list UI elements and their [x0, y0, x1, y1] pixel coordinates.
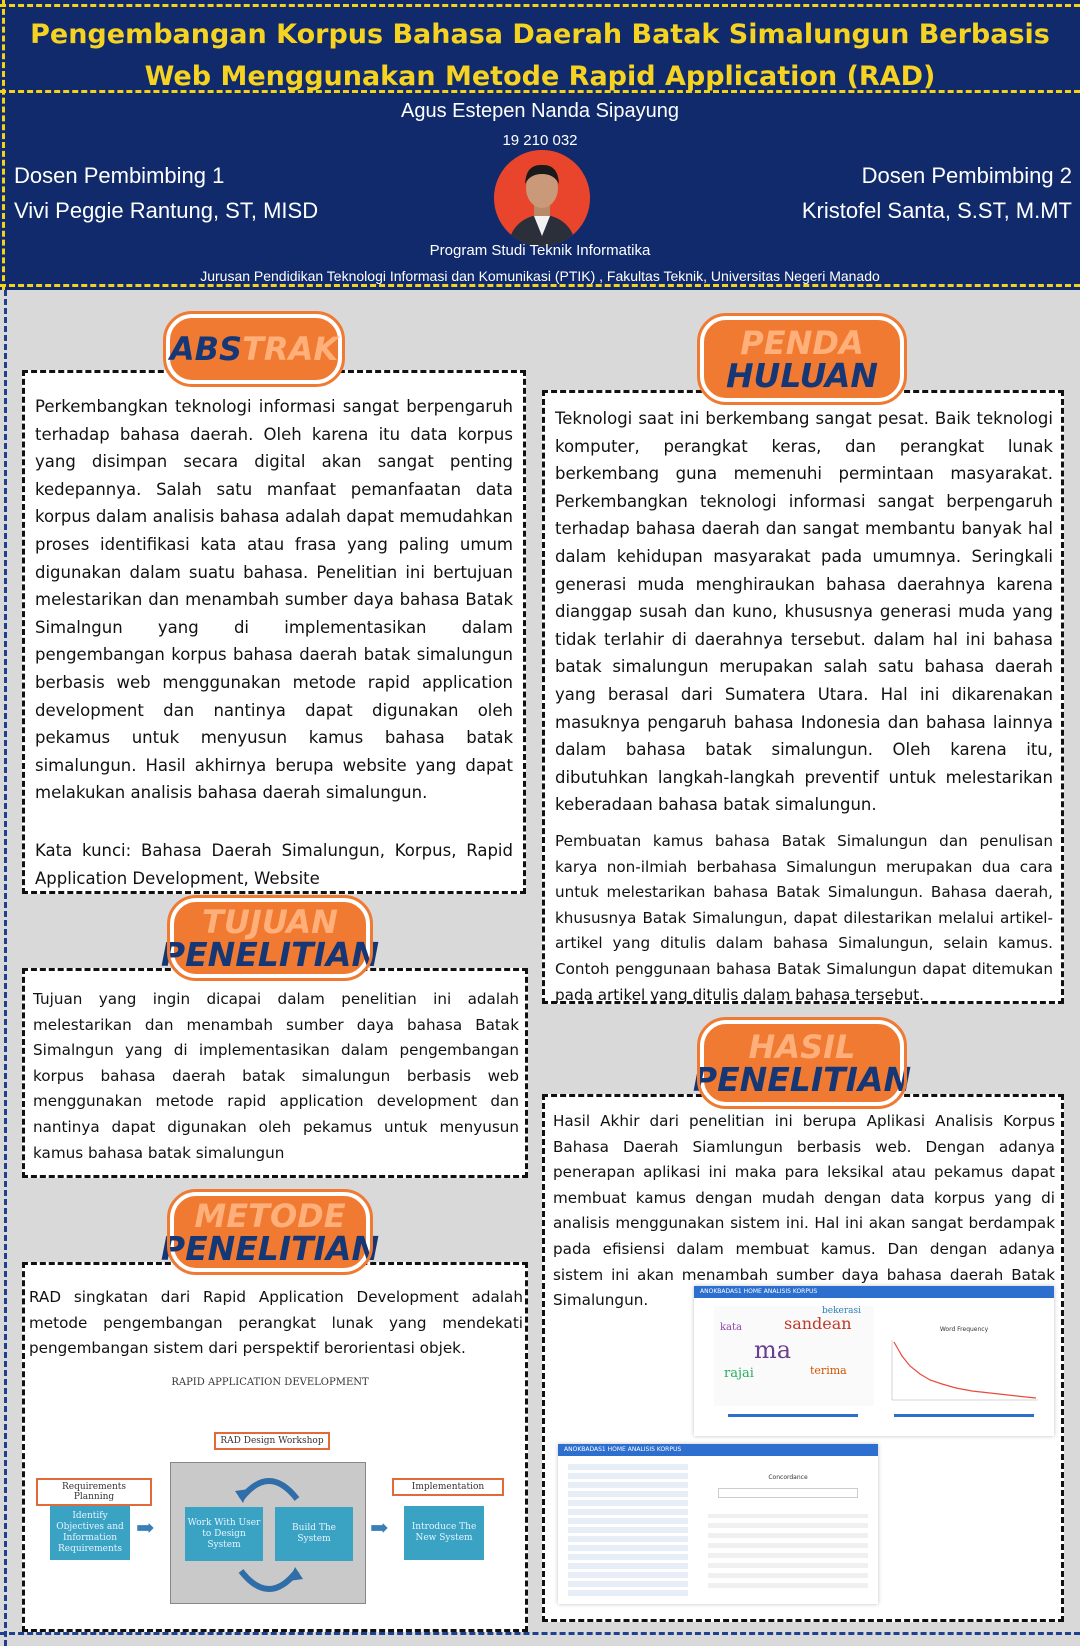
word-cloud-word: terima	[810, 1364, 847, 1377]
identify-objectives-step: Identify Objectives and Information Requirements	[50, 1506, 130, 1560]
build-system-step: Build The System	[275, 1507, 353, 1561]
word-cloud	[714, 1306, 874, 1406]
results-text: Hasil Akhir dari penelitian ini berupa Aplikasi Analisis Korpus Bahasa Daerah Siamlungun berbasis web. Dengan adanya penerapan aplikasi ini maka para leksikal atau pekamus dapat membuat kamus dengan mudah dengan data korpus yang di analisis menggunakan sistem ini. Hal ini akan sangat berdampak pada efisiensi dalam membuat kamus. Dan dengan adanya sistem ini akan menambah sumber daya bahasa daerah Batak Simalungun.	[553, 1112, 1055, 1310]
introduction-box	[542, 390, 1064, 1004]
app-screenshot-analysis	[694, 1286, 1054, 1436]
arrow-right-icon: ➡	[136, 1516, 155, 1541]
header-top-border	[0, 4, 1080, 7]
introduction-text-1: Teknologi saat ini berkembang sangat pesat. Baik teknologi komputer, perangkat keras, dan perangkat lunak berkembang guna memenuhi permintaan masyarakat. Perkembangkan teknologi informasi sangat berpengaruh terhadap bahasa daerah dan sangat membantu banyak hal dalam kehidupan masyarakat pada umumnya. Seringkali generasi muda menghiraukan bahasa daerahnya karena dianggap susah dan kuno, khususnya generasi muda yang tidak terlahir di daerahnya tersebut. dalam hal ini bahasa batak simalungun merupakan salah satu bahasa daerah yang berasal dari Sumatera Utara. Hal ini dikarenakan masuknya pengaruh bahasa Indonesia dan bahasa lainnya dalam bahasa batak simalungun. Oleh karena itu, dibutuhkan langkah-langkah preventif untuk melestarikan keberadaan bahasa batak simalungun.	[555, 409, 1053, 815]
department: Jurusan Pendidikan Teknologi Informasi dan Komunikasi (PTIK) , Fakultas Teknik, Universitas Negeri Manado	[200, 268, 880, 284]
cycle-arrow-bottom-icon	[233, 1567, 305, 1601]
author-photo	[494, 150, 590, 246]
implementation-label: Implementation	[392, 1478, 504, 1496]
author-name: Agus Estepen Nanda Sipayung	[401, 100, 679, 122]
word-cloud-word: rajai	[724, 1366, 754, 1381]
cycle-arrow-top-icon	[233, 1469, 305, 1503]
concordance-table	[708, 1514, 868, 1588]
design-system-step: Work With User to Design System	[185, 1507, 263, 1561]
supervisor-1	[14, 158, 318, 228]
introduction-heading-line1: PENDA	[740, 323, 864, 362]
introduction-text-2: Pembuatan kamus bahasa Batak Simalungun dan penulisan karya non-ilmiah berbahasa Simalungun merupakan dua cara untuk melestarikan bahasa Batak Simalungun. Bahasa daerah, khususnya Batak Simalungun, dapat dilestarikan melalui artikel-artikel yang ditulis dalam bahasa Simalungun, selain kamus. Contoh penggunaan bahasa Batak Simalungun dapat ditemukan pada artikel yang ditulis dalam bahasa tersebut.	[555, 832, 1053, 1004]
word-cloud-slider[interactable]	[728, 1414, 858, 1417]
rad-workshop-panel	[170, 1462, 366, 1604]
introduction-heading	[700, 316, 904, 402]
abstract-box	[22, 370, 526, 894]
rad-diagram	[30, 1376, 510, 1621]
results-heading	[692, 1020, 912, 1106]
objective-heading-line1: TUJUAN	[202, 902, 338, 941]
left-edge-border	[4, 290, 7, 1646]
method-heading	[160, 1192, 380, 1272]
introduce-system-step: Introduce The New System	[404, 1506, 484, 1560]
student-id: 19 210 032	[502, 132, 578, 149]
poster-header	[0, 0, 1080, 290]
word-cloud-word: sandean	[784, 1314, 852, 1333]
concordance-search-input[interactable]	[718, 1488, 858, 1498]
word-cloud-word: kata	[720, 1322, 743, 1333]
method-heading-line2: PENELITIAN	[160, 1228, 380, 1268]
bottom-edge-border	[0, 1632, 1080, 1635]
poster-title: Pengembangan Korpus Bahasa Daerah Batak Simalungun Berbasis Web Menggunakan Metode Rapid Application (RAD)	[30, 19, 1050, 92]
frequency-slider[interactable]	[894, 1414, 1034, 1417]
objective-text: Tujuan yang ingin dicapai dalam penelitian ini adalah melestarikan dan menambah sumber daya bahasa Batak Simalngun yang di implementasikan dalam pengembangan korpus bahasa daerah batak simalungun berbasis web menggunakan metode rapid application development dan nantinya dapat digunakan oleh pekamus untuk menyusun kamus bahasa batak simalungun	[33, 990, 519, 1162]
arrow-right-icon: ➡	[370, 1516, 389, 1541]
objective-heading-line2: PENELITIAN	[160, 934, 380, 974]
header-bottom-border	[0, 284, 1080, 287]
supervisor-1-label: Dosen Pembimbing 1	[14, 163, 225, 188]
method-text: RAD singkatan dari Rapid Application Development adalah metode pengembangan perangkat lunak yang mendekati pengembangan sistem dari perspektif berorientasi objek.	[29, 1288, 523, 1358]
abstract-heading	[166, 314, 342, 384]
word-list	[568, 1464, 688, 1596]
abstract-heading-part1: ABS	[169, 330, 243, 368]
abstract-heading-part2: TRAK	[242, 330, 339, 368]
app-screenshot-concordance	[558, 1444, 878, 1604]
abstract-keywords: Kata kunci: Bahasa Daerah Simalungun, Korpus, Rapid Application Development, Website	[35, 841, 513, 888]
objective-box	[22, 968, 528, 1178]
word-cloud-word: ma	[754, 1336, 792, 1364]
supervisor-2-name: Kristofel Santa, S.ST, M.MT	[801, 198, 1072, 223]
introduction-heading-line2: HULUAN	[725, 355, 879, 395]
supervisor-2	[802, 158, 1072, 228]
word-frequency-chart	[890, 1338, 1040, 1408]
results-heading-line1: HASIL	[748, 1027, 856, 1066]
rad-diagram-title: RAPID APPLICATION DEVELOPMENT	[171, 1377, 369, 1388]
abstract-text: Perkembangkan teknologi informasi sangat berpengaruh terhadap bahasa daerah. Oleh karena itu data korpus yang disimpan secara digital akan sangat penting kedepannya. Salah satu manfaat pemanfaatan data korpus dalam analisis bahasa adalah dapat memudahkan proses identifikasi kata atau frasa yang paling umum digunakan dalam suatu bahasa. Penelitian ini bertujuan melestarikan dan menambah sumber daya bahasa Batak Simalngun yang di implementasikan dalam pengembangan korpus bahasa daerah batak simalungun berbasis web menggunakan metode rapid application development dan nantinya dapat digunakan oleh pekamus untuk menyusun kamus bahasa batak simalungun. Hasil akhirnya berupa website yang dapat melakukan analisis bahasa daerah simalungun.	[35, 397, 513, 803]
method-heading-line1: METODE	[194, 1196, 346, 1235]
screenshot-navbar: ANOKBADAS1 HOME ANALISIS KORPUS	[694, 1286, 1054, 1298]
frequency-chart-title: Word Frequency	[939, 1326, 989, 1333]
objective-heading	[160, 898, 380, 978]
supervisor-1-name: Vivi Peggie Rantung, ST, MISD	[14, 198, 319, 223]
study-program: Program Studi Teknik Informatika	[429, 242, 651, 259]
word-cloud-word: bekerasi	[822, 1306, 862, 1316]
concordance-title: Concordance	[768, 1474, 808, 1481]
supervisor-2-label: Dosen Pembimbing 2	[861, 163, 1072, 188]
screenshot-navbar: ANOKBADAS1 HOME ANALISIS KORPUS	[558, 1444, 878, 1456]
results-heading-line2: PENELITIAN	[692, 1059, 912, 1099]
requirements-planning-label: Requirements Planning	[36, 1478, 152, 1506]
rad-workshop-label: RAD Design Workshop	[214, 1432, 330, 1450]
